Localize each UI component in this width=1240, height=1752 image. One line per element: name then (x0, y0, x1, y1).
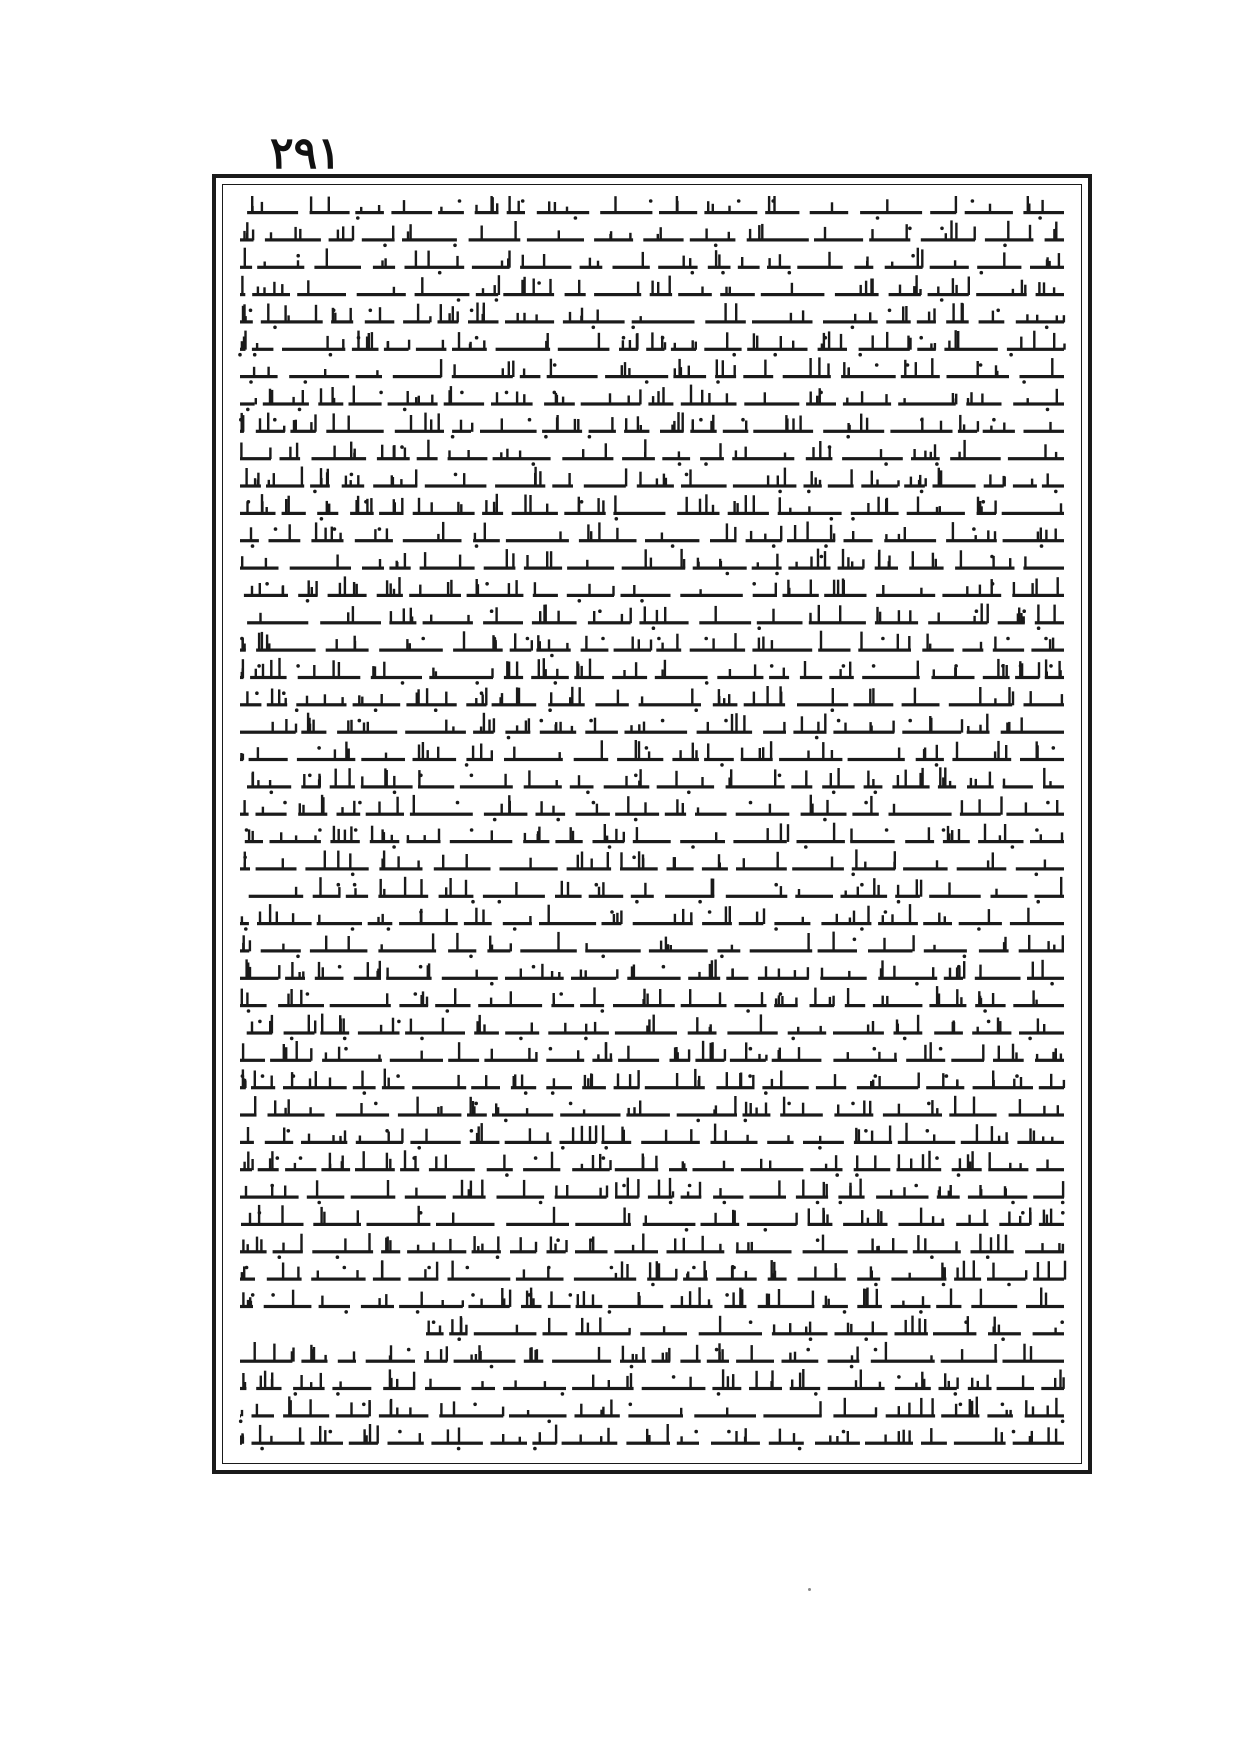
text-line (239, 1396, 1065, 1423)
text-line (240, 1069, 1065, 1095)
text-lines-canvas (236, 196, 1068, 1454)
text-line (240, 1233, 1064, 1259)
text-line (247, 767, 1064, 794)
text-line (240, 1178, 1065, 1205)
text-line (240, 439, 1064, 466)
text-line (240, 631, 1064, 658)
text-line (240, 220, 1064, 247)
page-number: ٢٩١ (270, 128, 341, 179)
text-line (247, 1014, 1064, 1041)
text-line (241, 1205, 1065, 1232)
text-line (240, 385, 1064, 412)
text-line (238, 330, 1066, 356)
text-line (240, 959, 1064, 985)
text-line (244, 576, 1064, 602)
text-line (240, 1369, 1065, 1396)
text-line (240, 1260, 1066, 1286)
text-line (240, 1041, 1064, 1062)
text-line (240, 1096, 1064, 1122)
text-line (240, 795, 1064, 822)
text-line (240, 248, 1064, 275)
text-line (240, 686, 1064, 712)
text-line (240, 1424, 1064, 1450)
text-line (240, 522, 1064, 548)
text-line (240, 275, 1064, 302)
text-line (240, 467, 1064, 494)
text-line (240, 740, 1064, 767)
text-line (247, 603, 1064, 630)
text-line (240, 986, 1064, 1013)
text-line (249, 877, 1064, 904)
text-line (240, 1123, 1064, 1150)
text-line (240, 1150, 1064, 1177)
text-line (240, 713, 1064, 740)
text-line (240, 303, 1065, 330)
text-line (240, 1287, 1064, 1313)
text-line (240, 849, 1064, 876)
text-line (239, 412, 1064, 438)
text-line (426, 1316, 1064, 1341)
text-line (240, 932, 1064, 959)
text-line (247, 196, 1064, 220)
paper-speck (808, 1588, 811, 1591)
text-line (240, 904, 1064, 931)
text-line (240, 494, 1064, 521)
text-line (240, 1342, 1064, 1368)
main-text-block (236, 196, 1068, 1454)
text-line (240, 357, 1064, 383)
text-line (245, 823, 1064, 849)
text-line (240, 658, 1064, 685)
text-line (240, 549, 1064, 576)
